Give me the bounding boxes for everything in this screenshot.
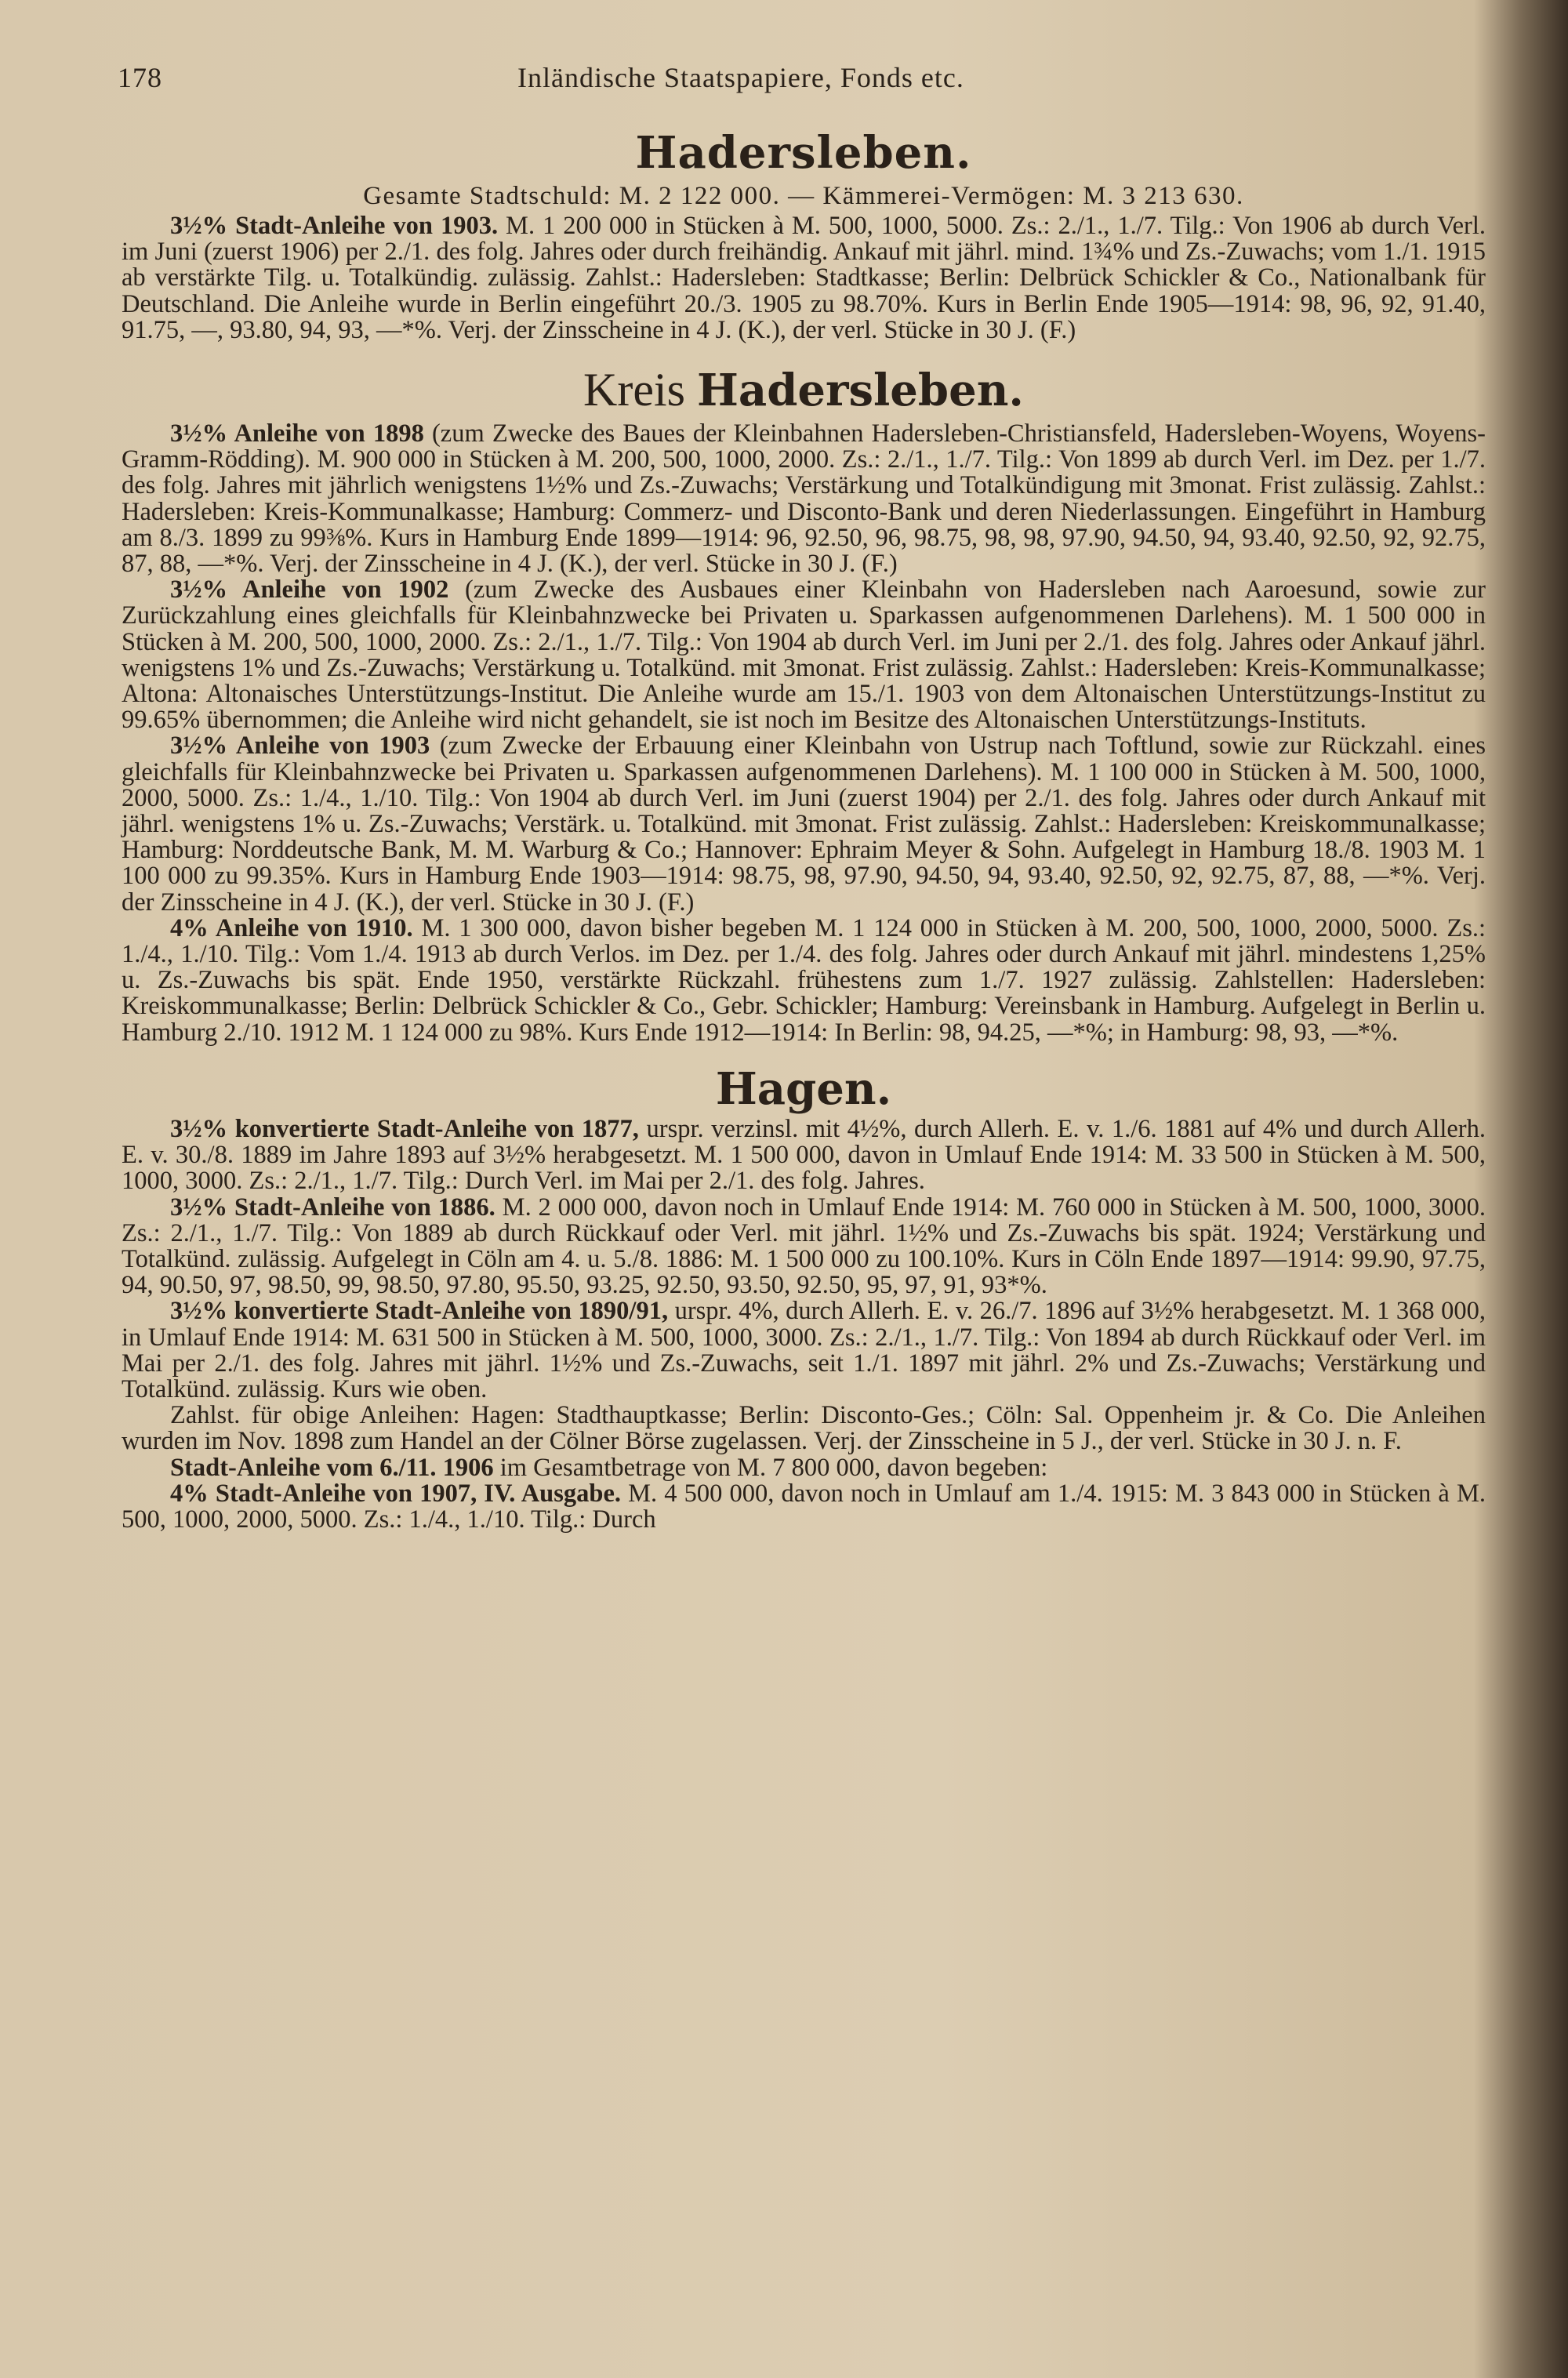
loan-details: M. 1 300 000, davon bisher begeben M. 1 124 000 in Stücken à M. 200, 500, 1000, 2000, 5000. Zs.: 1./4., 1./10. Tilg.: Vom 1./4. 1913 ab durch Verlos. im Dez. per 1./4. des folg. Jahres oder durch Ankauf mit jährl. mindestens 1,25% u. Zs.-Zuwachs bis spät. Ende 1950, verstärkte Rückzahl. frühestens zum 1./7. 1927 zulässig. Zahlstellen: Hadersleben: Kreiskommunalkasse; Berlin: Delbrück Schickler & Co., Gebr. Schickler; Hamburg: Vereinsbank in Hamburg. Aufgelegt in Berlin u. Hamburg 2./10. 1912 M. 1 124 000 zu 98%. Kurs Ende 1912—1914: In Berlin: 98, 94.25, —*%; in Hamburg: 98, 93, —*%.: [122, 913, 1486, 1047]
loan-details: (zum Zwecke der Erbauung einer Kleinbahn von Ustrup nach Toftlund, sowie zur Rückzahl. eines gleichfalls für Kleinbahnzwecke bei Privaten u. Sparkassen aufgenommenen Darlehens). M. 1 100 000 in Stücken à M. 500, 1000, 2000, 5000. Zs.: 1./4., 1./10. Tilg.: Von 1904 ab durch Verl. im Juni (zuerst 1904) per 2./1. des folg. Jahres oder durch Ankauf mit jährl. wenigstens 1% u. Zs.-Zuwachs; Verstärk. u. Totalkünd. mit 3monat. Frist zulässig. Zahlst.: Hadersleben: Kreiskommunalkasse; Hamburg: Norddeutsche Bank, M. M. Warburg & Co.; Hannover: Ephraim Meyer & Sohn. Aufgelegt in Hamburg 18./8. 1903 M. 1 100 000 zu 99.35%. Kurs in Hamburg Ende 1903—1914: 98.75, 98, 97.90, 94.50, 94, 93.40, 92.50, 92, 92.75, 87, 88, —*%. Verj. der Zinsscheine in 4 J. (K.), der verl. Stücke in 30 J. (F.): [122, 732, 1486, 917]
running-title: Inländische Staatspapiere, Fonds etc.: [517, 62, 964, 93]
loan-title: 4% Anleihe von 1910.: [170, 913, 413, 942]
paying-agents-note: [122, 1403, 1486, 1454]
loan-details: urspr. verzinsl. mit 4½%, durch Allerh. E. v. 1./6. 1881 auf 4% und durch Allerh. E. v. 30./8. 1889 im Jahre 1893 auf 3½% herabgesetzt. M. 1 500 000, davon in Umlauf Ende 1914: M. 33 500 in Stücken à M. 500, 1000, 3000. Zs.: 2./1., 1./7. Tilg.: Durch Verl. im Mai per 2./1. des folg. Jahres.: [122, 1114, 1486, 1196]
section-title-hadersleben: Hadersleben.: [635, 127, 972, 179]
section-title-main: Hadersleben.: [697, 365, 1024, 417]
loan-entry: [122, 421, 1486, 577]
loan-entry: [122, 213, 1486, 343]
city-debt-summary: Gesamte Stadtschuld: M. 2 122 000. — Kämmerei-Vermögen: M. 3 213 630.: [363, 182, 1244, 210]
loan-title: Stadt-Anleihe vom 6./11. 1906: [170, 1453, 494, 1482]
section-title-hagen: Hagen.: [715, 1062, 892, 1115]
loan-details: urspr. 4%, durch Allerh. E. v. 26./7. 1896 auf 3½% herabgesetzt. M. 1 368 000, in Umlauf Ende 1914: M. 631 500 in Stücken à M. 500, 1000, 3000. Zs.: 2./1., 1./7. Tilg.: Von 1894 ab durch Rückkauf oder Verl. im Mai per 2./1. des folg. Jahres mit jährl. 1½% und Zs.-Zuwachs, seit 1./1. 1897 mit jährl. 2% und Zs.-Zuwachs; Verstärkung und Totalkünd. zulässig. Kurs wie oben.: [122, 1297, 1486, 1403]
loan-title: 3½% Anleihe von 1902: [170, 575, 449, 604]
loan-entry: [122, 1481, 1486, 1533]
note-text: Zahlst. für obige Anleihen: Hagen: Stadthauptkasse; Berlin: Disconto-Ges.; Cöln: Sal. Oppenheim jr. & Co. Die Anleihen wurden im Nov. 1898 zum Handel an der Cölner Börse zugelassen. Verj. der Zinsscheine in 5 J., der verl. Stücke in 30 J. n. F.: [122, 1401, 1486, 1456]
loan-title: 4% Stadt-Anleihe von 1907, IV. Ausgabe.: [170, 1479, 622, 1508]
loan-entry: [122, 913, 1486, 1047]
loan-entry: [122, 577, 1486, 733]
loan-title: 3½% Anleihe von 1898: [170, 419, 424, 448]
loan-entry: [122, 733, 1486, 915]
loan-title: 3½% Anleihe von 1903: [170, 732, 430, 761]
loan-details: M. 2 000 000, davon noch in Umlauf Ende 1914: M. 760 000 in Stücken à M. 500, 1000, 3000. Zs.: 2./1., 1./7. Tilg.: Von 1889 ab durch Rückkauf oder Verl. mit jährl. 1½% und Zs.-Zuwachs bis spät. 1924; Verstärkung und Totalkünd. zulässig. Aufgelegt in Cöln am 4. u. 5./8. 1886: M. 1 500 000 zu 100.10%. Kurs in Cöln Ende 1897—1914: 99.90, 97.75, 94, 90.50, 97, 98.50, 99, 98.50, 97.80, 95.50, 93.25, 92.50, 93.50, 92.50, 95, 97, 91, 93*%.: [122, 1193, 1486, 1300]
loan-details: M. 1 200 000 in Stücken à M. 500, 1000, 5000. Zs.: 2./1., 1./7. Tilg.: Von 1906 ab durch Verl. im Juni (zuerst 1906) per 2./1. des folg. Jahres oder durch freihändig. Ankauf mit jährl. mind. 1¾% und Zs.-Zuwachs; vom 1./1. 1915 ab verstärkte Tilg. u. Totalkündig. zulässig. Zahlst.: Hadersleben: Stadtkasse; Berlin: Delbrück Schickler & Co., Nationalbank für Deutschland. Die Anleihe wurde in Berlin eingeführt 20./3. 1905 zu 98.70%. Kurs in Berlin Ende 1905—1914: 98, 96, 92, 91.40, 91.75, —, 93.80, 94, 93, —*%. Verj. der Zinsscheine in 4 J. (K.), der verl. Stücke in 30 J. (F.): [122, 212, 1486, 344]
page-body: [122, 125, 1486, 1533]
loan-title: 3½% Stadt-Anleihe von 1886.: [170, 1193, 495, 1222]
loan-entry: [122, 1455, 1486, 1481]
loan-title: 3½% konvertierte Stadt-Anleihe von 1877,: [170, 1114, 639, 1143]
section-title-kreis-hadersleben: [122, 359, 1486, 421]
loan-title: 3½% Stadt-Anleihe von 1903.: [170, 212, 499, 240]
loan-details: im Gesamtbetrage von M. 7 800 000, davon begeben:: [493, 1453, 1048, 1482]
loan-entry: [122, 1298, 1486, 1403]
loan-title: 3½% konvertierte Stadt-Anleihe von 1890/91,: [170, 1297, 669, 1326]
loan-details: M. 4 500 000, davon noch in Umlauf am 1./4. 1915: M. 3 843 000 in Stücken à M. 500, 1000, 2000, 5000. Zs.: 1./4., 1./10. Tilg.: Durch: [122, 1479, 1486, 1534]
loan-entry: [122, 1116, 1486, 1195]
section-title-prefix: Kreis: [583, 364, 698, 416]
page-header: [118, 61, 1513, 108]
loan-details: (zum Zwecke des Ausbaues einer Kleinbahn von Hadersleben nach Aaroesund, sowie zur Zurückzahlung eines gleichfalls für Kleinbahnzwecke bei Privaten u. Sparkassen aufgenommenen Darlehens). M. 1 500 000 in Stücken à M. 200, 500, 1000, 2000. Zs.: 2./1., 1./7. Tilg.: Von 1904 ab durch Verl. im Juni per 2./1. des folg. Jahres oder Ankauf jährl. wenigstens 1% und Zs.-Zuwachs; Verstärkung u. Totalkünd. mit 3monat. Frist zulässig. Zahlst.: Hadersleben: Kreis-Kommunalkasse; Altona: Altonaisches Unterstützungs-Institut. Die Anleihe wurde am 15./1. 1903 von dem Altonaischen Unterstützungs-Institut zu 99.65% übernommen; die Anleihe wird nicht gehandelt, sie ist noch im Besitze des Altonaischen Unterstützungs-Instituts.: [122, 575, 1486, 735]
loan-entry: [122, 1195, 1486, 1299]
loan-details: (zum Zwecke des Baues der Kleinbahnen Hadersleben-Christiansfeld, Hadersleben-Woyens, Woyens-Gramm-Rödding). M. 900 000 in Stücken à M. 200, 500, 1000, 2000. Zs.: 2./1., 1./7. Tilg.: Von 1899 ab durch Verl. im Dez. per 1./7. des folg. Jahres mit jährlich wenigstens 1½% und Zs.-Zuwachs; Verstärkung und Totalkündigung mit 3monat. Frist zulässig. Zahlst.: Hadersleben: Kreis-Kommunalkasse; Hamburg: Commerz- und Disconto-Bank und deren Niederlassungen. Eingeführt in Hamburg am 8./3. 1899 zu 99⅜%. Kurs in Hamburg Ende 1899—1914: 96, 92.50, 96, 98.75, 98, 98, 97.90, 94.50, 94, 93.40, 92.50, 92, 92.75, 87, 88, —*%. Verj. der Zinsscheine in 4 J. (K.), der verl. Stücke in 30 J. (F.): [122, 419, 1486, 579]
page-number: 178: [118, 62, 162, 93]
